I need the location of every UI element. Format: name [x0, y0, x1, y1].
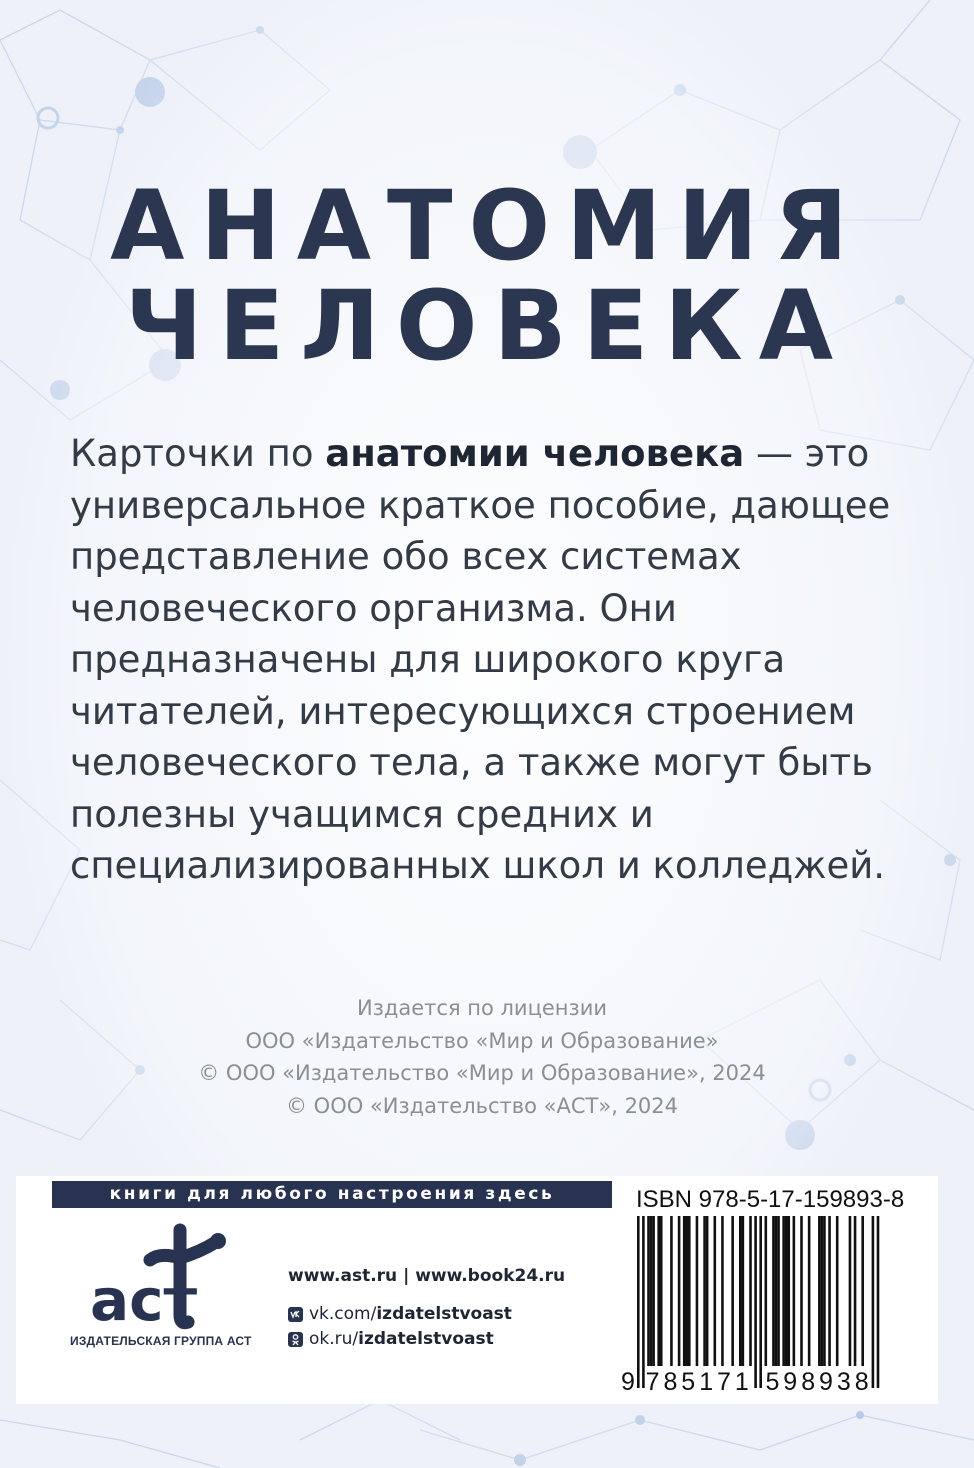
- barcode-bar: [877, 1216, 880, 1388]
- barcode-bar: [703, 1216, 706, 1366]
- barcode-bar: [765, 1216, 768, 1366]
- website-links[interactable]: www.ast.ru | www.book24.ru: [288, 1266, 566, 1286]
- barcode-bar: [742, 1216, 745, 1366]
- barcode-bar: [647, 1216, 650, 1366]
- ok-handle: izdatelstvoast: [358, 1329, 494, 1349]
- barcode-bar: [714, 1216, 717, 1366]
- vk-handle: izdatelstvoast: [376, 1304, 512, 1324]
- book-title-line-2: ЧЕЛОВЕКА: [124, 270, 849, 382]
- barcode-digit: 8: [854, 1368, 869, 1396]
- vk-prefix: vk.com/: [309, 1304, 377, 1324]
- ast-logo-text: аст: [90, 1266, 198, 1330]
- barcode-bar: [785, 1216, 788, 1366]
- ok-link[interactable]: [288, 1329, 494, 1349]
- barcode-bar: [650, 1216, 653, 1366]
- barcode-bar: [749, 1216, 752, 1366]
- barcode-digit: 5: [681, 1368, 696, 1396]
- barcode-bar: [706, 1216, 709, 1366]
- vk-link[interactable]: [288, 1304, 512, 1324]
- ok-icon: [288, 1332, 303, 1347]
- ok-prefix: ok.ru/: [309, 1329, 359, 1349]
- barcode-bar: [721, 1216, 724, 1366]
- publisher-links: [288, 1266, 566, 1349]
- copyright-line-1: © ООО «Издательство «Мир и Образование», 2024: [198, 1061, 766, 1085]
- barcode-bar: [872, 1216, 875, 1388]
- barcode-bar: [861, 1216, 864, 1366]
- publisher-slogan: книги для любого настроения здесь: [52, 1181, 612, 1208]
- license-line-2: ООО «Издательство «Мир и Образование»: [245, 1028, 719, 1053]
- barcode-bar: [657, 1216, 660, 1366]
- barcode-bar: [642, 1216, 645, 1388]
- barcode-bar: [688, 1216, 691, 1366]
- barcode-bar: [821, 1216, 824, 1366]
- barcode-bar: [800, 1216, 803, 1366]
- barcode-digit: 5: [765, 1368, 780, 1396]
- barcode-bar: [828, 1216, 831, 1366]
- barcode-bar: [683, 1216, 686, 1366]
- barcode-bar: [652, 1216, 655, 1366]
- isbn-barcode: [621, 1216, 913, 1400]
- publisher-name: ИЗДАТЕЛЬСКАЯ ГРУППА АСТ: [70, 1334, 252, 1348]
- barcode-bar: [685, 1216, 688, 1366]
- barcode-bar: [637, 1216, 640, 1388]
- barcode-digit: 9: [819, 1368, 833, 1396]
- barcode-bar: [739, 1216, 742, 1366]
- barcode-digit: 7: [717, 1368, 731, 1396]
- book-description: [70, 428, 940, 892]
- barcode-bar: [678, 1216, 681, 1366]
- description-body: — это универсальное краткое пособие, дающее представление обо всех системах человеческого организма. Они предназначены для широкого круга читателей, интересующихся строением человеческого тела, а также могут быть полезны учащимся средних и специализированных школ и колледжей.: [70, 432, 891, 887]
- barcode-bar: [759, 1216, 762, 1388]
- barcode-bar: [854, 1216, 857, 1366]
- copyright-line-2: © ООО «Издательство «АСТ», 2024: [285, 1093, 679, 1118]
- barcode-bar: [670, 1216, 673, 1366]
- barcode-bar: [849, 1216, 852, 1366]
- barcode-digit: 9: [783, 1368, 798, 1396]
- barcode-bar: [696, 1216, 699, 1366]
- barcode-digit: 8: [801, 1368, 816, 1396]
- barcode-bar: [777, 1216, 780, 1366]
- barcode-bar: [772, 1216, 775, 1366]
- license-block: [0, 992, 964, 1122]
- barcode-bar: [793, 1216, 796, 1366]
- description-highlight: анатомии человека: [325, 432, 745, 475]
- isbn-label: ISBN 978-5-17-159893-8: [636, 1186, 905, 1213]
- barcode-digit: 3: [836, 1368, 851, 1396]
- barcode-digit: 7: [645, 1368, 660, 1396]
- vk-icon: [288, 1307, 303, 1322]
- barcode-bar: [731, 1216, 734, 1366]
- book-title-line-1: АНАТОМИЯ: [110, 170, 864, 282]
- barcode-digit: 9: [621, 1368, 635, 1396]
- barcode-bar: [660, 1216, 663, 1366]
- barcode-digit: 1: [734, 1368, 749, 1396]
- barcode-bar: [818, 1216, 821, 1366]
- ast-logo: [88, 1220, 238, 1330]
- barcode-bar: [823, 1216, 826, 1366]
- barcode-bar: [782, 1216, 785, 1366]
- barcode-bar: [808, 1216, 811, 1366]
- description-intro: Карточки по: [70, 432, 326, 475]
- barcode-bar: [754, 1216, 757, 1388]
- license-line-1: Издается по лицензии: [356, 996, 607, 1020]
- barcode-digit: 1: [699, 1368, 714, 1396]
- barcode-bar: [787, 1216, 790, 1366]
- barcode-bar: [775, 1216, 778, 1366]
- barcode-digit: 8: [663, 1368, 678, 1396]
- barcode-bar: [836, 1216, 839, 1366]
